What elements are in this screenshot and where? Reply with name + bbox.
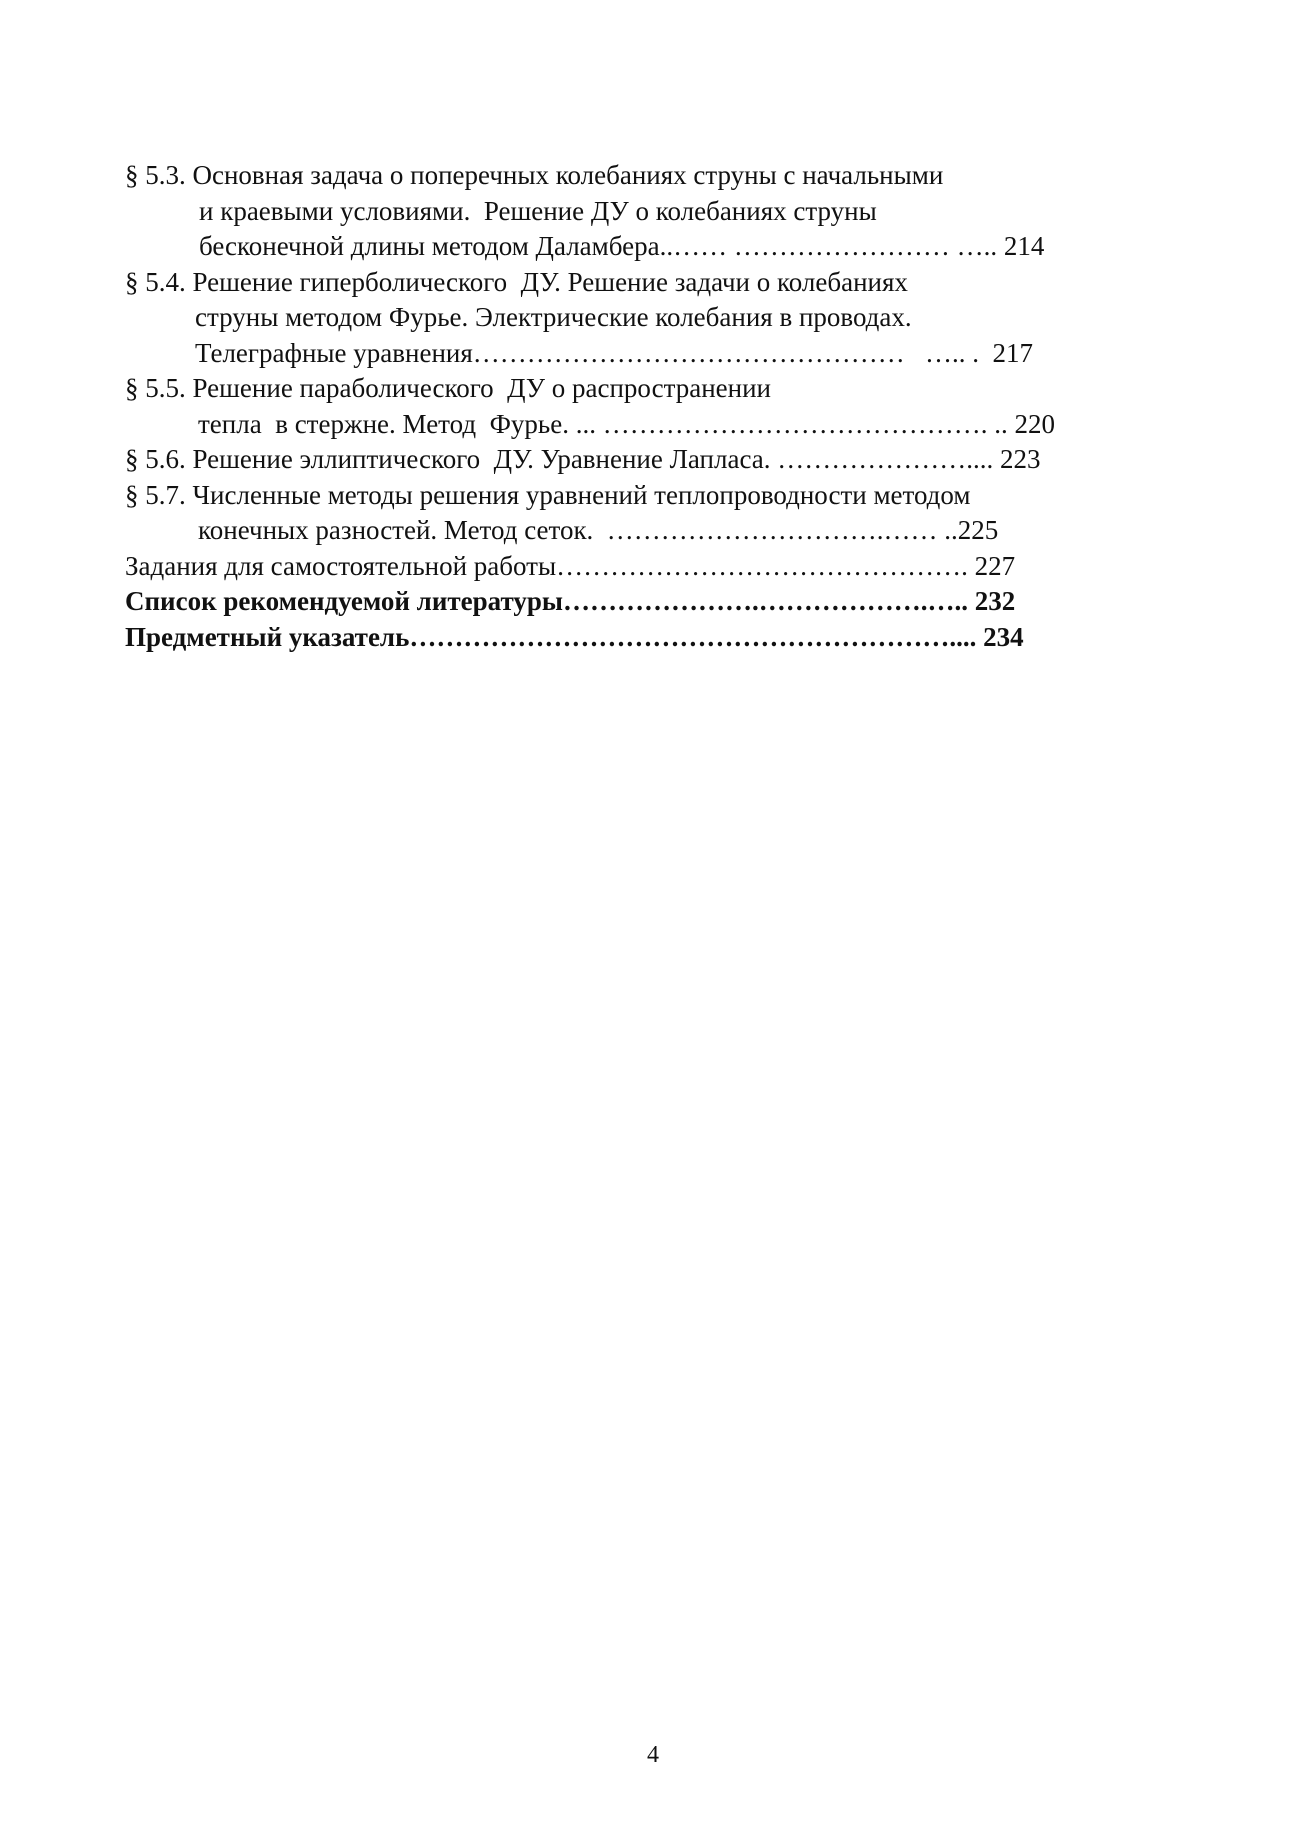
toc-entry-5-7-line-2: конечных разностей. Метод сеток. ………………………….…… ..225 (198, 515, 999, 545)
page-number: 4 (647, 1742, 659, 1768)
toc-entry-5-5-line-1: § 5.5. Решение параболического ДУ о распространении (125, 373, 771, 403)
toc-entry-5-3-line-1: § 5.3. Основная задача о поперечных колебаниях струны с начальными (125, 160, 944, 190)
toc-entry-5-4-line-2: струны методом Фурье. Электрические колебания в проводах. (195, 302, 912, 332)
toc-entry-5-4-line-1: § 5.4. Решение гиперболического ДУ. Решение задачи о колебаниях (125, 266, 908, 297)
toc-entry-5-6: § 5.6. Решение эллиптического ДУ. Уравнение Лапласа. ………………….... 223 (125, 444, 1041, 474)
toc-entry-index: Предметный указатель…………………………………………………….... 234 (125, 621, 1024, 652)
toc-entry-references: Список рекомендуемой литературы………………….……………….….. 232 (125, 586, 1016, 616)
table-of-contents (125, 158, 1175, 655)
toc-entry-exercises: Задания для самостоятельной работы………………………………………. 227 (125, 550, 1016, 581)
toc-entry-5-3-line-3: бесконечной длины методом Даламбера..…… …………………… ….. 214 (199, 231, 1045, 261)
toc-entry-5-3-line-2: и краевыми условиями. Решение ДУ о колебаниях струны (199, 195, 877, 226)
toc-entry-5-5-line-2: тепла в стержне. Метод Фурье. ... ……………………………………. .. 220 (198, 408, 1055, 439)
toc-entry-5-4-line-3: Телеграфные уравнения………………………………………… ….. . 217 (195, 337, 1034, 368)
toc-entry-5-7-line-1: § 5.7. Численные методы решения уравнений теплопроводности методом (125, 479, 971, 510)
